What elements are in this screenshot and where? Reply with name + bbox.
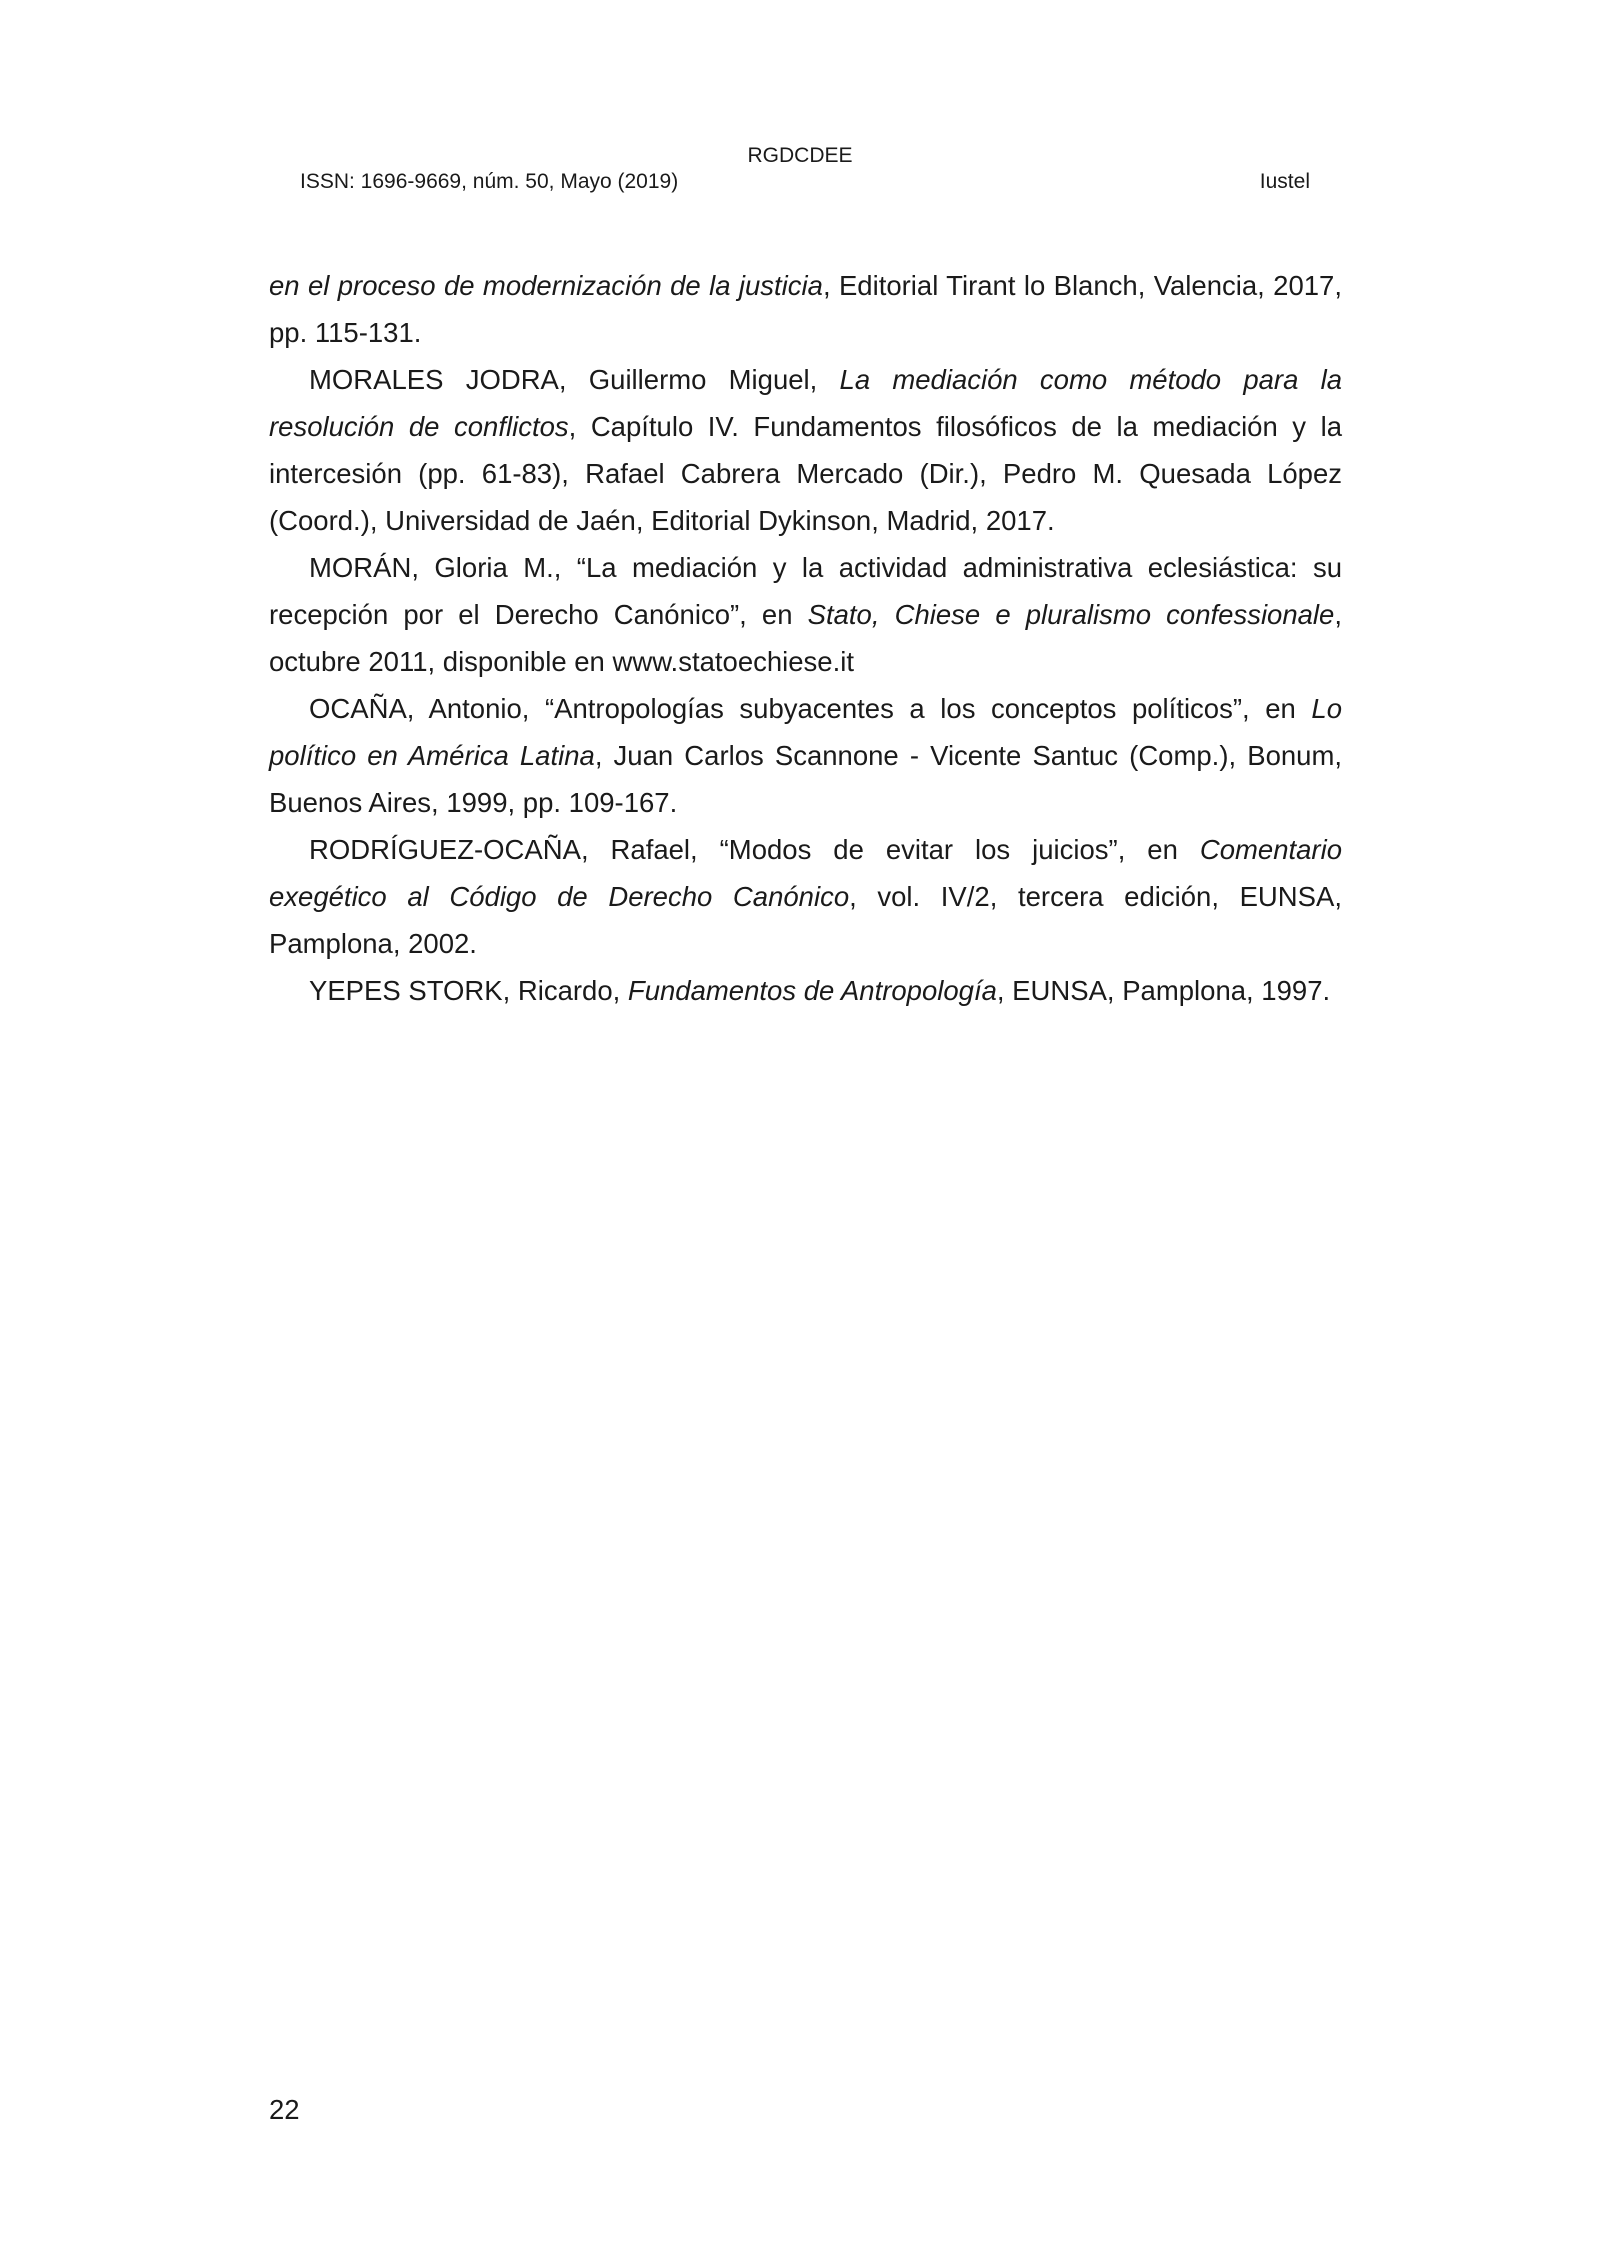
bibliography-entry — [269, 685, 1342, 826]
bibliography-entry — [269, 356, 1342, 544]
entry-title-italic: en el proceso de modernización de la justicia — [269, 270, 823, 301]
bibliography-entry — [269, 544, 1342, 685]
entry-text: , Editorial Tirant lo Blanch, Valencia, 2017, pp. 115-131. — [269, 270, 1342, 348]
entry-text: , vol. IV/2, tercera edición, EUNSA, Pamplona, 2002. — [269, 881, 1342, 959]
entry-title-italic: Fundamentos de Antropología — [627, 975, 997, 1006]
entry-title-italic: Stato, Chiese e pluralismo confessionale — [807, 599, 1335, 630]
entry-text: OCAÑA, Antonio, “Antropologías subyacentes a los conceptos políticos”, en — [309, 693, 1312, 724]
journal-title: RGDCDEE — [747, 144, 853, 167]
entry-text: , Capítulo IV. Fundamentos filosóficos de la mediación y la intercesión (pp. 61-83), Rafael Cabrera Mercado (Dir.), Pedro M. Quesada López (Coord.), Universidad de Jaén, Editorial Dykinson, Madrid, 2017. — [269, 411, 1342, 536]
page-number: 22 — [269, 2094, 300, 2125]
entry-text: YEPES STORK, Ricardo, — [309, 975, 628, 1006]
bibliography-entry — [269, 262, 1342, 356]
entry-text: RODRÍGUEZ-OCAÑA, Rafael, “Modos de evitar los juicios”, en — [309, 834, 1200, 865]
entry-text: , octubre 2011, disponible en www.statoechiese.it — [269, 599, 1342, 677]
bibliography-list — [269, 262, 1342, 1014]
entry-text: , EUNSA, Pamplona, 1997. — [996, 975, 1331, 1006]
publisher-name: Iustel — [1259, 170, 1310, 193]
issn-info: ISSN: 1696-9669, núm. 50, Mayo (2019) — [300, 170, 679, 193]
entry-title-italic: Comentario exegético al Código de Derecho Canónico — [269, 834, 1342, 912]
entry-title-italic: La mediación como método para la resolución de conflictos — [269, 364, 1342, 442]
bibliography-entry — [269, 826, 1342, 967]
entry-text: MORALES JODRA, Guillermo Miguel, — [309, 364, 840, 395]
entry-title-italic: Lo político en América Latina — [269, 693, 1342, 771]
entry-text: MORÁN, Gloria M., “La mediación y la actividad administrativa eclesiástica: su recepción por el Derecho Canónico”, en — [269, 552, 1342, 630]
entry-text: , Juan Carlos Scannone - Vicente Santuc (Comp.), Bonum, Buenos Aires, 1999, pp. 109-167. — [269, 740, 1342, 818]
bibliography-entry — [269, 967, 1342, 1014]
